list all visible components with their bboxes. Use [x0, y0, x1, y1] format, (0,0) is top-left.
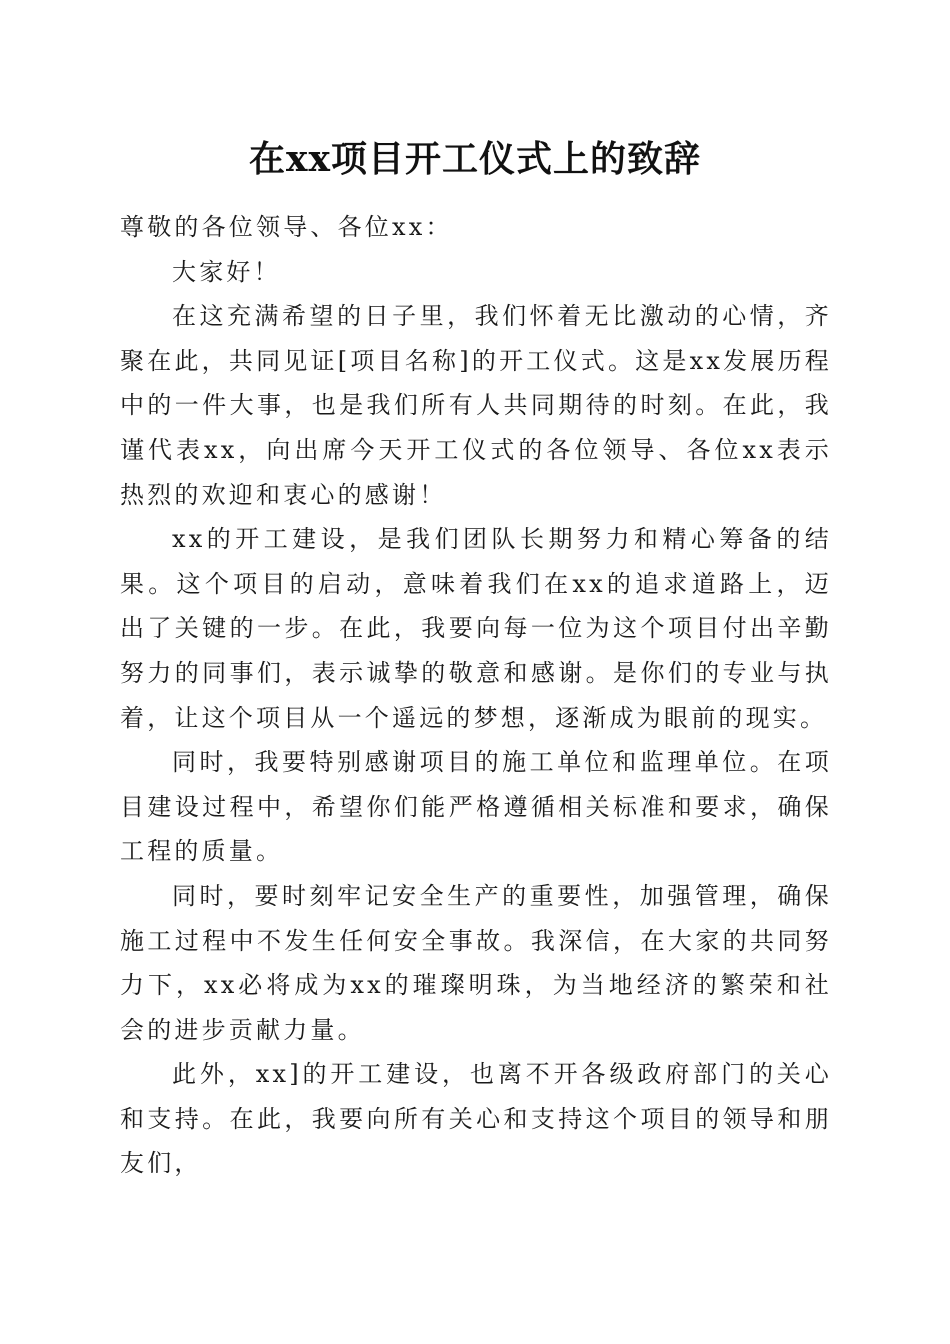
- paragraph-government-support: 此外，xx]的开工建设，也离不开各级政府部门的关心和支持。在此，我要向所有关心和支持这个项目的领导和朋友们，: [120, 1060, 832, 1178]
- paragraph-opening: 在这充满希望的日子里，我们怀着无比激动的心情，齐聚在此，共同见证[项目名称]的开工仪式。这是xx发展历程中的一件大事，也是我们所有人共同期待的时刻。在此，我谨代表xx，向出席今天开工仪式的各位领导、各位xx表示热烈的欢迎和衷心的感谢！: [120, 302, 832, 509]
- paragraph-greeting: 大家好！: [172, 257, 281, 286]
- salutation: 尊敬的各位领导、各位xx：: [120, 213, 453, 241]
- paragraph-team-thanks: xx的开工建设，是我们团队长期努力和精心筹备的结果。这个项目的启动，意味着我们在xx的追求道路上，迈出了关键的一步。在此，我要向每一位为这个项目付出辛勤努力的同事们，表示诚挚的敬意和感谢。是你们的专业与执着，让这个项目从一个遥远的梦想，逐渐成为眼前的现实。: [120, 525, 832, 732]
- document-body: [120, 205, 832, 1186]
- document-title: 在xx项目开工仪式上的致辞: [249, 138, 701, 180]
- paragraph-contractor-thanks: 同时，我要特别感谢项目的施工单位和监理单位。在项目建设过程中，希望你们能严格遵循相关标准和要求，确保工程的质量。: [120, 748, 832, 866]
- paragraph-safety: 同时，要时刻牢记安全生产的重要性，加强管理，确保施工过程中不发生任何安全事故。我深信，在大家的共同努力下，xx必将成为xx的璀璨明珠，为当地经济的繁荣和社会的进步贡献力量。: [120, 881, 832, 1044]
